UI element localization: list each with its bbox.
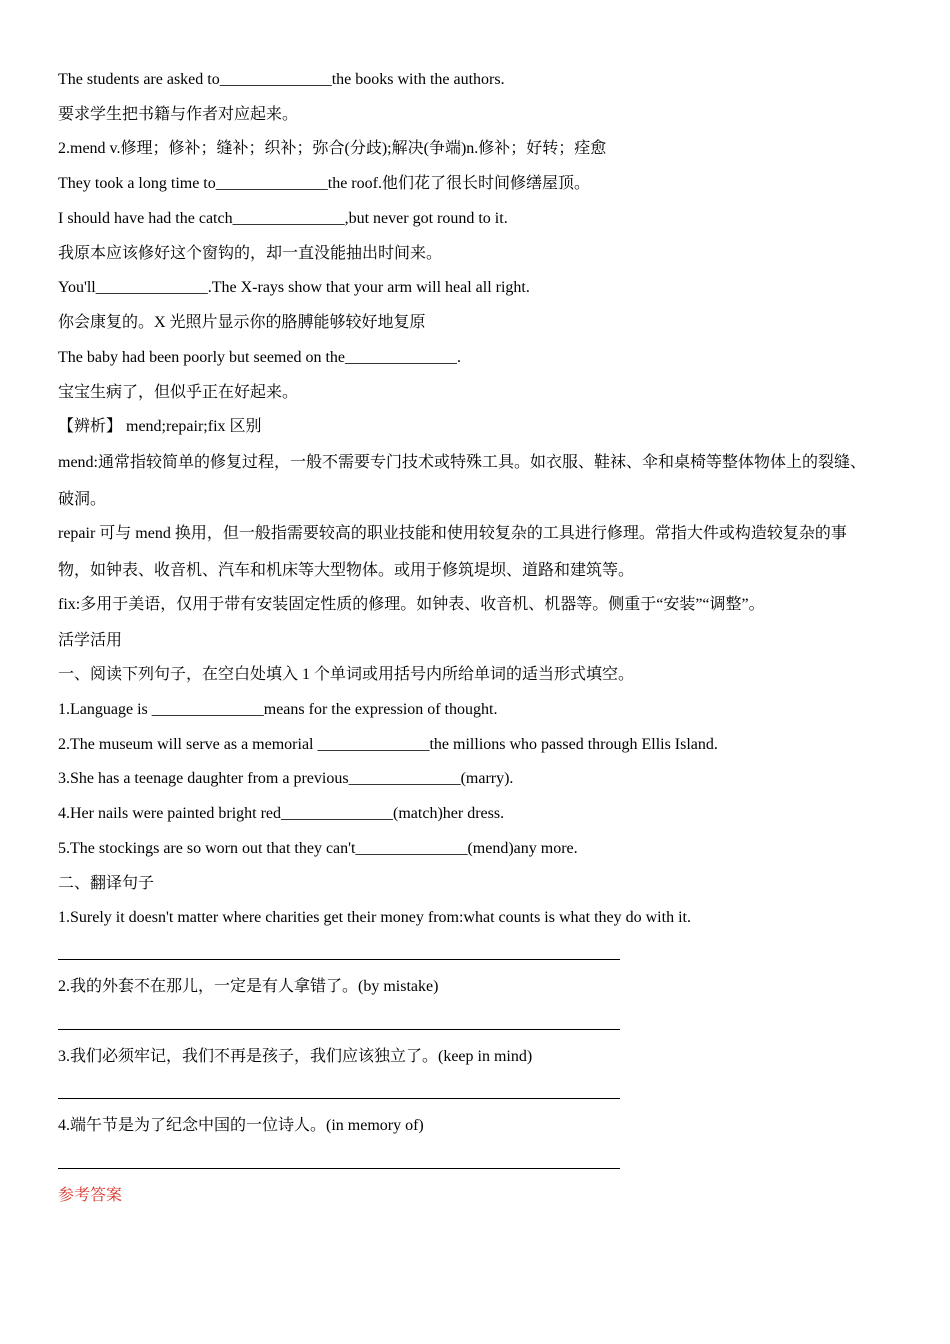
- example-translation: 我原本应该修好这个窗钩的，却一直没能抽出时间来。: [58, 245, 443, 262]
- exercise-item: 1.Language is ______________means for the expression of thought.: [58, 701, 498, 718]
- example-translation: 你会康复的。X 光照片显示你的胳膊能够较好地复原: [58, 314, 426, 331]
- translation-item: 4.端午节是为了纪念中国的一位诗人。(in memory of): [58, 1117, 424, 1134]
- exercise-item: 4.Her nails were painted bright red______________(match)her dress.: [58, 805, 505, 822]
- distinction-mend: mend:通常指较简单的修复过程，一般不需要专门技术或特殊工具。如衣服、鞋袜、伞和桌椅等整体物体上的裂缝、: [58, 454, 866, 471]
- answer-line: [58, 959, 620, 960]
- exercise-item: 2.The museum will serve as a memorial ______________the millions who passed through Ellis Island.: [58, 736, 718, 753]
- answer-line: [58, 1168, 620, 1169]
- distinction-mend-cont: 破洞。: [58, 491, 107, 508]
- answer-line: [58, 1029, 620, 1030]
- vocab-entry-mend: 2.mend v.修理；修补；缝补；织补；弥合(分歧);解决(争端)n.修补；好转；痊愈: [58, 140, 607, 157]
- example-sentence: You'll______________.The X-rays show that your arm will heal all right.: [58, 279, 530, 296]
- distinction-repair: repair 可与 mend 换用，但一般指需要较高的职业技能和使用较复杂的工具进行修理。常指大件或构造较复杂的事: [58, 525, 847, 542]
- exercise-instruction: 一、阅读下列句子，在空白处填入 1 个单词或用括号内所给单词的适当形式填空。: [58, 666, 635, 683]
- example-sentence: The students are asked to______________the books with the authors.: [58, 71, 505, 88]
- translation-heading: 二、翻译句子: [58, 875, 155, 892]
- exercise-item: 5.The stockings are so worn out that they can't______________(mend)any more.: [58, 840, 578, 857]
- example-translation: 宝宝生病了，但似乎正在好起来。: [58, 384, 299, 401]
- distinction-repair-cont: 物，如钟表、收音机、汽车和机床等大型物体。或用于修筑堤坝、道路和建筑等。: [58, 562, 635, 579]
- answer-line: [58, 1098, 620, 1099]
- answer-key-heading: 参考答案: [58, 1187, 123, 1204]
- exercise-item: 3.She has a teenage daughter from a previous______________(marry).: [58, 770, 514, 787]
- distinction-heading: 【辨析】 mend;repair;fix 区别: [58, 418, 262, 435]
- example-translation: 要求学生把书籍与作者对应起来。: [58, 106, 299, 123]
- translation-item: 3.我们必须牢记，我们不再是孩子，我们应该独立了。(keep in mind): [58, 1048, 533, 1065]
- example-sentence: They took a long time to______________the roof.他们花了很长时间修缮屋顶。: [58, 175, 590, 192]
- section-heading: 活学活用: [58, 632, 123, 649]
- example-sentence: The baby had been poorly but seemed on the______________.: [58, 349, 462, 366]
- distinction-fix: fix:多用于美语，仅用于带有安装固定性质的修理。如钟表、收音机、机器等。侧重于“安装”“调整”。: [58, 596, 765, 613]
- translation-item: 2.我的外套不在那儿，一定是有人拿错了。(by mistake): [58, 978, 439, 995]
- example-sentence: I should have had the catch______________,but never got round to it.: [58, 210, 508, 227]
- translation-item: 1.Surely it doesn't matter where charities get their money from:what counts is what they do with it.: [58, 909, 691, 926]
